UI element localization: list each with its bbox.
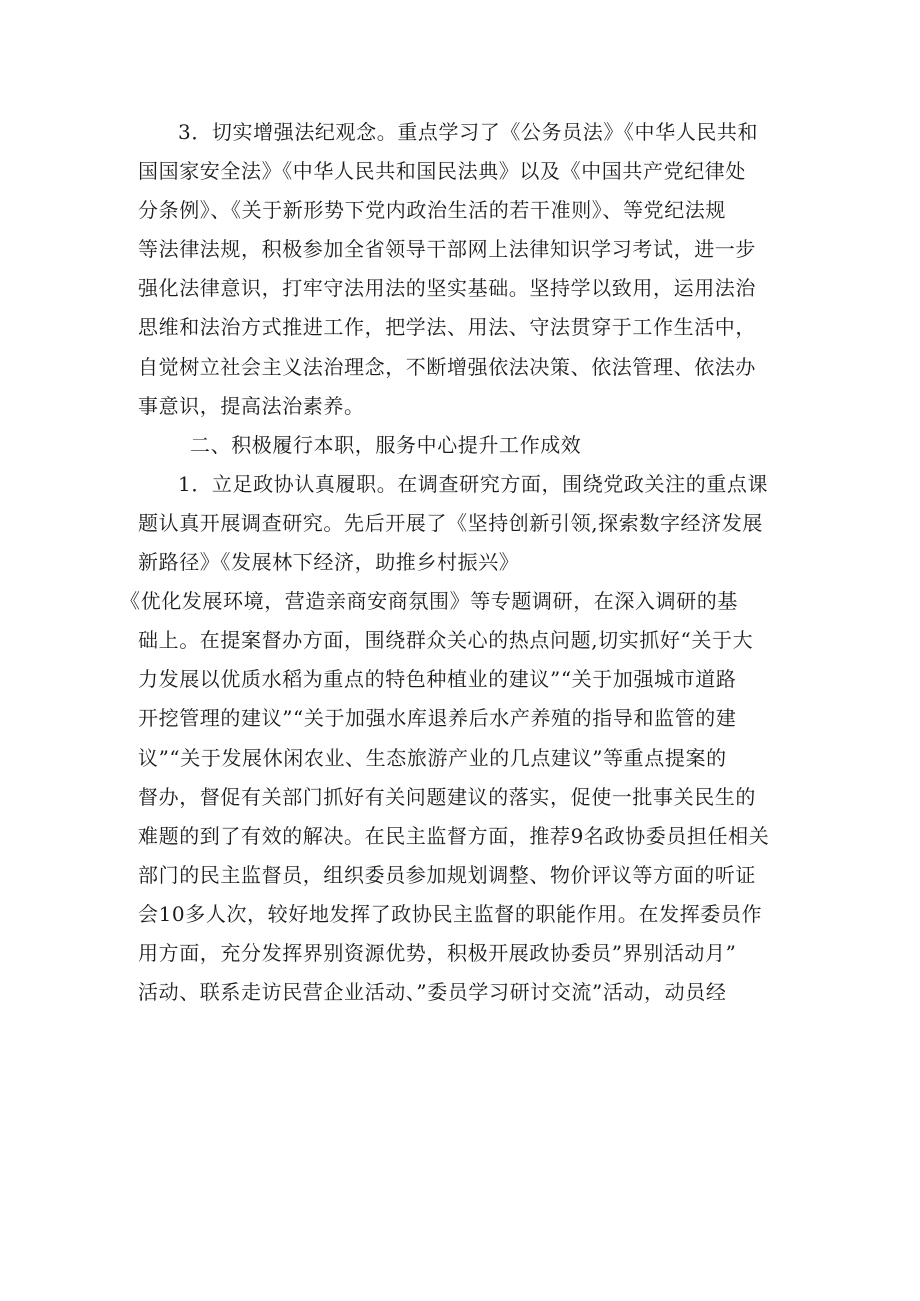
paragraph-line: 新路径》《发展林下经济，助推乡村振兴》 [138, 550, 520, 575]
section-heading: 二、积极履行本职，服务中心提升工作成效 [190, 432, 582, 457]
paragraph-line: 思维和法治方式推进工作，把学法、用法、守法贯穿于工作生活中， [138, 315, 756, 340]
paragraph-line: 力发展以优质水稻为重点的特色种植业的建议”“关于加强城市道路 [138, 667, 737, 692]
paragraph-line: 自觉树立社会主义法治理念，不断增强依法决策、依法管理、依法办 [138, 354, 756, 379]
paragraph-line: 分条例》、《关于新形势下党内政治生活的若干准则》、等党纪法规 [138, 198, 726, 223]
paragraph-line: 《优化发展环境，营造亲商安商氛围》等专题调研，在深入调研的基 [120, 589, 738, 614]
document-body [120, 113, 788, 1012]
paragraph-line: 事意识，提高法治素养。 [138, 393, 365, 418]
paragraph-line: 1．立足政协认真履职。在调查研究方面，围绕党政关注的重点课 [178, 471, 769, 496]
paragraph-line: 础上。在提案督办方面，围绕群众关心的热点问题,切实抓好“关于大 [138, 628, 754, 653]
paragraph-line: 会10多人次，较好地发挥了政协民主监督的职能作用。在发挥委员作 [138, 901, 763, 926]
paragraph-line: 题认真开展调查研究。先后开展了《坚持创新引领,探索数字经济发展 [138, 510, 763, 535]
paragraph-line: 活动、联系走访民营企业活动、”委员学习研讨交流”活动，动员经 [138, 980, 727, 1005]
paragraph-line: 开挖管理的建议”“关于加强水库退养后水产养殖的指导和监管的建 [138, 706, 737, 731]
paragraph-line: 强化法律意识，打牢守法用法的坚实基础。坚持学以致用，运用法治 [138, 276, 756, 301]
paragraph-line: 难题的到了有效的解决。在民主监督方面，推荐9名政协委员担任相关 [138, 823, 770, 848]
paragraph-line: 国国家安全法》《中华人民共和国民法典》以及《中国共产党纪律处 [138, 159, 746, 184]
paragraph-line: 用方面，充分发挥界别资源优势，积极开展政协委员”界别活动月” [138, 940, 737, 965]
paragraph-line: 等法律法规，积极参加全省领导干部网上法律知识学习考试，进一步 [138, 237, 756, 262]
paragraph-line: 部门的民主监督员，组织委员参加规划调整、物价评议等方面的听证 [138, 862, 756, 887]
paragraph-line: 3．切实增强法纪观念。重点学习了《公务员法》《中华人民共和 [178, 120, 759, 144]
paragraph-line: 督办，督促有关部门抓好有关问题建议的落实，促使一批事关民生的 [138, 784, 756, 809]
paragraph-line: 议”“关于发展休闲农业、生态旅游产业的几点建议”等重点提案的 [138, 745, 727, 770]
